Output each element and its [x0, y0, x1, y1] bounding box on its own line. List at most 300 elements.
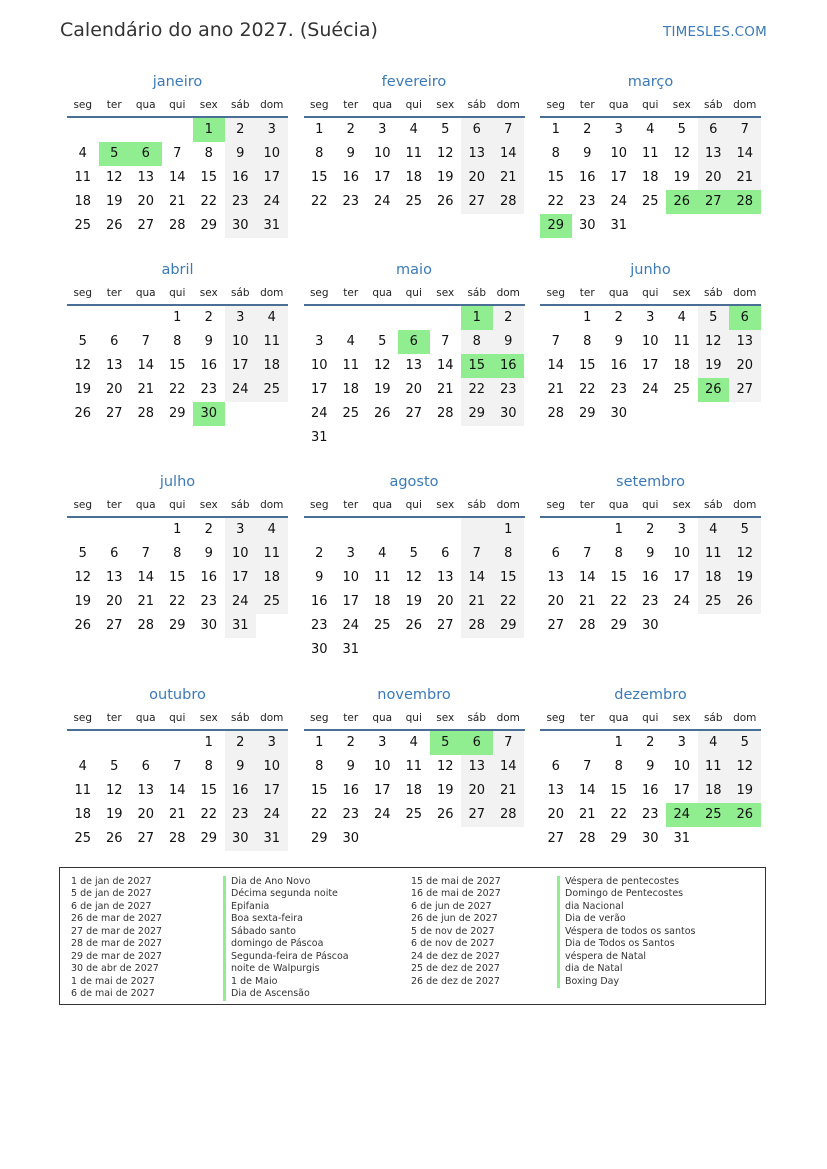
- day-cell[interactable]: 17: [256, 779, 288, 803]
- day-cell[interactable]: 16: [610, 358, 628, 373]
- day-cell[interactable]: 18: [74, 194, 92, 209]
- day-cell[interactable]: 15: [168, 570, 186, 585]
- day-cell[interactable]: 15: [200, 170, 218, 185]
- day-cell[interactable]: 23: [200, 594, 218, 609]
- day-cell[interactable]: 12: [698, 330, 730, 354]
- day-cell[interactable]: 27: [461, 190, 493, 214]
- day-cell[interactable]: 9: [204, 546, 213, 561]
- day-cell[interactable]: 30: [641, 618, 659, 633]
- day-cell[interactable]: 3: [256, 731, 288, 755]
- day-cell[interactable]: 3: [225, 518, 257, 542]
- day-cell[interactable]: 9: [225, 142, 257, 166]
- day-cell[interactable]: 16: [225, 166, 257, 190]
- day-cell[interactable]: 20: [547, 594, 565, 609]
- day-cell[interactable]: 31: [610, 218, 628, 233]
- day-cell[interactable]: 9: [646, 546, 655, 561]
- day-cell[interactable]: 23: [610, 382, 628, 397]
- day-cell[interactable]: 21: [493, 166, 525, 190]
- day-cell[interactable]: 26: [74, 618, 92, 633]
- day-cell[interactable]: 23: [225, 803, 257, 827]
- day-cell[interactable]: 14: [168, 170, 186, 185]
- holiday-day-cell[interactable]: 25: [698, 803, 730, 827]
- day-cell[interactable]: 16: [641, 570, 659, 585]
- day-cell[interactable]: 30: [610, 406, 628, 421]
- day-cell[interactable]: 11: [256, 330, 288, 354]
- day-cell[interactable]: 17: [673, 570, 691, 585]
- day-cell[interactable]: 19: [436, 783, 454, 798]
- day-cell[interactable]: 11: [256, 542, 288, 566]
- holiday-day-cell[interactable]: 26: [666, 190, 698, 214]
- day-cell[interactable]: 14: [168, 783, 186, 798]
- day-cell[interactable]: 3: [315, 334, 324, 349]
- day-cell[interactable]: 16: [342, 783, 360, 798]
- day-cell[interactable]: 29: [610, 831, 628, 846]
- day-cell[interactable]: 4: [409, 122, 418, 137]
- day-cell[interactable]: 11: [373, 570, 391, 585]
- holiday-day-cell[interactable]: 24: [666, 803, 698, 827]
- day-cell[interactable]: 30: [310, 642, 328, 657]
- day-cell[interactable]: 2: [646, 522, 655, 537]
- day-cell[interactable]: 20: [137, 194, 155, 209]
- day-cell[interactable]: 14: [493, 142, 525, 166]
- day-cell[interactable]: 17: [342, 594, 360, 609]
- day-cell[interactable]: 22: [168, 382, 186, 397]
- day-cell[interactable]: 5: [110, 759, 119, 774]
- day-cell[interactable]: 2: [225, 731, 257, 755]
- day-cell[interactable]: 1: [315, 122, 324, 137]
- day-cell[interactable]: 26: [729, 590, 761, 614]
- day-cell[interactable]: 27: [105, 406, 123, 421]
- day-cell[interactable]: 30: [225, 214, 257, 238]
- day-cell[interactable]: 23: [342, 194, 360, 209]
- day-cell[interactable]: 20: [729, 354, 761, 378]
- day-cell[interactable]: 7: [583, 759, 592, 774]
- day-cell[interactable]: 15: [547, 170, 565, 185]
- day-cell[interactable]: 12: [405, 570, 423, 585]
- day-cell[interactable]: 21: [547, 382, 565, 397]
- day-cell[interactable]: 22: [168, 594, 186, 609]
- day-cell[interactable]: 7: [493, 731, 525, 755]
- day-cell[interactable]: 6: [551, 759, 560, 774]
- day-cell[interactable]: 24: [342, 618, 360, 633]
- day-cell[interactable]: 12: [105, 783, 123, 798]
- day-cell[interactable]: 27: [436, 618, 454, 633]
- day-cell[interactable]: 28: [168, 831, 186, 846]
- day-cell[interactable]: 6: [461, 118, 493, 142]
- day-cell[interactable]: 28: [493, 190, 525, 214]
- day-cell[interactable]: 15: [168, 358, 186, 373]
- day-cell[interactable]: 31: [673, 831, 691, 846]
- day-cell[interactable]: 7: [461, 542, 493, 566]
- day-cell[interactable]: 29: [200, 218, 218, 233]
- day-cell[interactable]: 18: [256, 566, 288, 590]
- day-cell[interactable]: 7: [583, 546, 592, 561]
- day-cell[interactable]: 18: [641, 170, 659, 185]
- day-cell[interactable]: 18: [405, 783, 423, 798]
- day-cell[interactable]: 8: [461, 330, 493, 354]
- day-cell[interactable]: 3: [256, 118, 288, 142]
- holiday-day-cell[interactable]: 28: [729, 190, 761, 214]
- day-cell[interactable]: 29: [493, 614, 525, 638]
- day-cell[interactable]: 2: [583, 122, 592, 137]
- day-cell[interactable]: 20: [547, 807, 565, 822]
- day-cell[interactable]: 5: [78, 546, 87, 561]
- day-cell[interactable]: 14: [461, 566, 493, 590]
- day-cell[interactable]: 9: [346, 146, 355, 161]
- day-cell[interactable]: 26: [74, 406, 92, 421]
- day-cell[interactable]: 8: [204, 146, 213, 161]
- day-cell[interactable]: 10: [225, 542, 257, 566]
- day-cell[interactable]: 29: [578, 406, 596, 421]
- day-cell[interactable]: 25: [342, 406, 360, 421]
- day-cell[interactable]: 13: [137, 170, 155, 185]
- holiday-day-cell[interactable]: 30: [193, 402, 225, 426]
- day-cell[interactable]: 17: [673, 783, 691, 798]
- day-cell[interactable]: 13: [436, 570, 454, 585]
- day-cell[interactable]: 24: [225, 378, 257, 402]
- day-cell[interactable]: 16: [342, 170, 360, 185]
- day-cell[interactable]: 10: [641, 334, 659, 349]
- day-cell[interactable]: 14: [547, 358, 565, 373]
- day-cell[interactable]: 26: [436, 807, 454, 822]
- day-cell[interactable]: 25: [74, 831, 92, 846]
- day-cell[interactable]: 27: [137, 831, 155, 846]
- day-cell[interactable]: 23: [200, 382, 218, 397]
- day-cell[interactable]: 3: [225, 306, 257, 330]
- day-cell[interactable]: 5: [729, 518, 761, 542]
- day-cell[interactable]: 10: [342, 570, 360, 585]
- day-cell[interactable]: 16: [200, 358, 218, 373]
- day-cell[interactable]: 12: [436, 146, 454, 161]
- holiday-day-cell[interactable]: 27: [698, 190, 730, 214]
- holiday-day-cell[interactable]: 6: [461, 731, 493, 755]
- day-cell[interactable]: 26: [105, 218, 123, 233]
- day-cell[interactable]: 19: [74, 382, 92, 397]
- day-cell[interactable]: 21: [578, 594, 596, 609]
- day-cell[interactable]: 30: [225, 827, 257, 851]
- day-cell[interactable]: 1: [493, 518, 525, 542]
- day-cell[interactable]: 7: [441, 334, 450, 349]
- day-cell[interactable]: 9: [614, 334, 623, 349]
- day-cell[interactable]: 30: [578, 218, 596, 233]
- day-cell[interactable]: 29: [461, 402, 493, 426]
- day-cell[interactable]: 20: [105, 382, 123, 397]
- holiday-day-cell[interactable]: 1: [461, 306, 493, 330]
- day-cell[interactable]: 8: [315, 146, 324, 161]
- day-cell[interactable]: 30: [641, 831, 659, 846]
- day-cell[interactable]: 26: [105, 831, 123, 846]
- day-cell[interactable]: 4: [378, 546, 387, 561]
- day-cell[interactable]: 16: [578, 170, 596, 185]
- day-cell[interactable]: 21: [137, 594, 155, 609]
- day-cell[interactable]: 8: [173, 546, 182, 561]
- day-cell[interactable]: 1: [614, 522, 623, 537]
- day-cell[interactable]: 26: [405, 618, 423, 633]
- day-cell[interactable]: 6: [110, 334, 119, 349]
- day-cell[interactable]: 25: [373, 618, 391, 633]
- day-cell[interactable]: 28: [493, 803, 525, 827]
- holiday-day-cell[interactable]: 1: [193, 118, 225, 142]
- day-cell[interactable]: 12: [373, 358, 391, 373]
- day-cell[interactable]: 25: [641, 194, 659, 209]
- day-cell[interactable]: 4: [646, 122, 655, 137]
- day-cell[interactable]: 13: [547, 783, 565, 798]
- day-cell[interactable]: 12: [105, 170, 123, 185]
- day-cell[interactable]: 7: [141, 334, 150, 349]
- day-cell[interactable]: 20: [461, 779, 493, 803]
- day-cell[interactable]: 21: [168, 194, 186, 209]
- day-cell[interactable]: 18: [405, 170, 423, 185]
- day-cell[interactable]: 20: [461, 166, 493, 190]
- day-cell[interactable]: 11: [342, 358, 360, 373]
- day-cell[interactable]: 10: [256, 755, 288, 779]
- day-cell[interactable]: 12: [729, 755, 761, 779]
- day-cell[interactable]: 7: [141, 546, 150, 561]
- day-cell[interactable]: 23: [578, 194, 596, 209]
- day-cell[interactable]: 9: [346, 759, 355, 774]
- day-cell[interactable]: 2: [204, 310, 213, 325]
- day-cell[interactable]: 29: [310, 831, 328, 846]
- day-cell[interactable]: 21: [137, 382, 155, 397]
- day-cell[interactable]: 21: [436, 382, 454, 397]
- day-cell[interactable]: 13: [137, 783, 155, 798]
- day-cell[interactable]: 25: [405, 807, 423, 822]
- day-cell[interactable]: 22: [547, 194, 565, 209]
- holiday-day-cell[interactable]: 26: [729, 803, 761, 827]
- day-cell[interactable]: 11: [698, 755, 730, 779]
- day-cell[interactable]: 24: [610, 194, 628, 209]
- day-cell[interactable]: 21: [493, 779, 525, 803]
- day-cell[interactable]: 29: [200, 831, 218, 846]
- day-cell[interactable]: 7: [493, 118, 525, 142]
- day-cell[interactable]: 27: [137, 218, 155, 233]
- day-cell[interactable]: 14: [436, 358, 454, 373]
- holiday-day-cell[interactable]: 5: [99, 142, 131, 166]
- day-cell[interactable]: 16: [225, 779, 257, 803]
- day-cell[interactable]: 15: [610, 783, 628, 798]
- day-cell[interactable]: 8: [493, 542, 525, 566]
- day-cell[interactable]: 10: [610, 146, 628, 161]
- day-cell[interactable]: 3: [378, 735, 387, 750]
- day-cell[interactable]: 27: [547, 831, 565, 846]
- day-cell[interactable]: 11: [405, 759, 423, 774]
- day-cell[interactable]: 4: [409, 735, 418, 750]
- day-cell[interactable]: 19: [105, 194, 123, 209]
- day-cell[interactable]: 27: [405, 406, 423, 421]
- day-cell[interactable]: 19: [673, 170, 691, 185]
- day-cell[interactable]: 31: [256, 827, 288, 851]
- day-cell[interactable]: 18: [673, 358, 691, 373]
- day-cell[interactable]: 11: [74, 783, 92, 798]
- day-cell[interactable]: 7: [551, 334, 560, 349]
- day-cell[interactable]: 2: [315, 546, 324, 561]
- day-cell[interactable]: 24: [641, 382, 659, 397]
- day-cell[interactable]: 17: [225, 354, 257, 378]
- day-cell[interactable]: 10: [373, 146, 391, 161]
- day-cell[interactable]: 30: [493, 402, 525, 426]
- day-cell[interactable]: 27: [547, 618, 565, 633]
- day-cell[interactable]: 17: [310, 382, 328, 397]
- day-cell[interactable]: 2: [346, 122, 355, 137]
- day-cell[interactable]: 2: [204, 522, 213, 537]
- day-cell[interactable]: 12: [74, 358, 92, 373]
- day-cell[interactable]: 23: [310, 618, 328, 633]
- holiday-day-cell[interactable]: 29: [540, 214, 572, 238]
- day-cell[interactable]: 25: [256, 590, 288, 614]
- day-cell[interactable]: 18: [74, 807, 92, 822]
- day-cell[interactable]: 17: [373, 783, 391, 798]
- day-cell[interactable]: 31: [310, 430, 328, 445]
- day-cell[interactable]: 9: [646, 759, 655, 774]
- day-cell[interactable]: 9: [225, 755, 257, 779]
- day-cell[interactable]: 24: [373, 807, 391, 822]
- day-cell[interactable]: 3: [677, 522, 686, 537]
- brand-link[interactable]: TIMESLES.COM: [663, 24, 767, 40]
- day-cell[interactable]: 15: [200, 783, 218, 798]
- day-cell[interactable]: 3: [346, 546, 355, 561]
- day-cell[interactable]: 13: [105, 570, 123, 585]
- day-cell[interactable]: 7: [173, 146, 182, 161]
- day-cell[interactable]: 11: [698, 542, 730, 566]
- day-cell[interactable]: 10: [673, 546, 691, 561]
- day-cell[interactable]: 1: [173, 310, 182, 325]
- day-cell[interactable]: 21: [461, 590, 493, 614]
- day-cell[interactable]: 20: [105, 594, 123, 609]
- day-cell[interactable]: 28: [137, 406, 155, 421]
- day-cell[interactable]: 18: [342, 382, 360, 397]
- day-cell[interactable]: 17: [225, 566, 257, 590]
- day-cell[interactable]: 3: [378, 122, 387, 137]
- day-cell[interactable]: 8: [204, 759, 213, 774]
- day-cell[interactable]: 13: [405, 358, 423, 373]
- day-cell[interactable]: 12: [436, 759, 454, 774]
- day-cell[interactable]: 26: [373, 406, 391, 421]
- day-cell[interactable]: 9: [204, 334, 213, 349]
- day-cell[interactable]: 23: [493, 378, 525, 402]
- day-cell[interactable]: 12: [729, 542, 761, 566]
- day-cell[interactable]: 4: [698, 731, 730, 755]
- day-cell[interactable]: 4: [78, 759, 87, 774]
- day-cell[interactable]: 20: [137, 807, 155, 822]
- day-cell[interactable]: 3: [677, 735, 686, 750]
- day-cell[interactable]: 28: [168, 218, 186, 233]
- day-cell[interactable]: 14: [578, 570, 596, 585]
- day-cell[interactable]: 23: [342, 807, 360, 822]
- day-cell[interactable]: 19: [729, 779, 761, 803]
- day-cell[interactable]: 25: [405, 194, 423, 209]
- day-cell[interactable]: 3: [614, 122, 623, 137]
- day-cell[interactable]: 17: [641, 358, 659, 373]
- day-cell[interactable]: 23: [225, 190, 257, 214]
- day-cell[interactable]: 10: [256, 142, 288, 166]
- day-cell[interactable]: 28: [461, 614, 493, 638]
- day-cell[interactable]: 22: [461, 378, 493, 402]
- day-cell[interactable]: 25: [256, 378, 288, 402]
- day-cell[interactable]: 9: [493, 330, 525, 354]
- day-cell[interactable]: 25: [74, 218, 92, 233]
- day-cell[interactable]: 12: [74, 570, 92, 585]
- day-cell[interactable]: 19: [105, 807, 123, 822]
- day-cell[interactable]: 29: [168, 406, 186, 421]
- day-cell[interactable]: 14: [493, 755, 525, 779]
- day-cell[interactable]: 2: [225, 118, 257, 142]
- day-cell[interactable]: 24: [373, 194, 391, 209]
- day-cell[interactable]: 22: [578, 382, 596, 397]
- day-cell[interactable]: 11: [673, 334, 691, 349]
- day-cell[interactable]: 13: [461, 755, 493, 779]
- day-cell[interactable]: 22: [310, 194, 328, 209]
- day-cell[interactable]: 10: [373, 759, 391, 774]
- day-cell[interactable]: 4: [78, 146, 87, 161]
- day-cell[interactable]: 28: [578, 831, 596, 846]
- day-cell[interactable]: 22: [610, 594, 628, 609]
- day-cell[interactable]: 11: [74, 170, 92, 185]
- day-cell[interactable]: 24: [673, 594, 691, 609]
- day-cell[interactable]: 19: [74, 594, 92, 609]
- day-cell[interactable]: 31: [342, 642, 360, 657]
- day-cell[interactable]: 5: [378, 334, 387, 349]
- day-cell[interactable]: 28: [547, 406, 565, 421]
- day-cell[interactable]: 10: [225, 330, 257, 354]
- day-cell[interactable]: 31: [225, 614, 257, 638]
- day-cell[interactable]: 2: [493, 306, 525, 330]
- holiday-day-cell[interactable]: 5: [430, 731, 462, 755]
- day-cell[interactable]: 31: [256, 214, 288, 238]
- day-cell[interactable]: 5: [441, 122, 450, 137]
- day-cell[interactable]: 24: [310, 406, 328, 421]
- day-cell[interactable]: 4: [698, 518, 730, 542]
- day-cell[interactable]: 1: [315, 735, 324, 750]
- day-cell[interactable]: 18: [698, 566, 730, 590]
- day-cell[interactable]: 2: [614, 310, 623, 325]
- day-cell[interactable]: 24: [256, 190, 288, 214]
- day-cell[interactable]: 13: [461, 142, 493, 166]
- day-cell[interactable]: 20: [698, 166, 730, 190]
- day-cell[interactable]: 15: [578, 358, 596, 373]
- day-cell[interactable]: 6: [141, 759, 150, 774]
- day-cell[interactable]: 1: [204, 735, 213, 750]
- day-cell[interactable]: 5: [78, 334, 87, 349]
- day-cell[interactable]: 29: [610, 618, 628, 633]
- day-cell[interactable]: 16: [200, 570, 218, 585]
- day-cell[interactable]: 15: [310, 783, 328, 798]
- day-cell[interactable]: 14: [729, 142, 761, 166]
- day-cell[interactable]: 23: [641, 807, 659, 822]
- day-cell[interactable]: 21: [729, 166, 761, 190]
- day-cell[interactable]: 12: [673, 146, 691, 161]
- day-cell[interactable]: 24: [225, 590, 257, 614]
- day-cell[interactable]: 22: [310, 807, 328, 822]
- day-cell[interactable]: 21: [578, 807, 596, 822]
- day-cell[interactable]: 5: [729, 731, 761, 755]
- day-cell[interactable]: 5: [677, 122, 686, 137]
- day-cell[interactable]: 19: [436, 170, 454, 185]
- day-cell[interactable]: 23: [641, 594, 659, 609]
- day-cell[interactable]: 17: [610, 170, 628, 185]
- day-cell[interactable]: 10: [673, 759, 691, 774]
- day-cell[interactable]: 24: [256, 803, 288, 827]
- day-cell[interactable]: 8: [614, 546, 623, 561]
- day-cell[interactable]: 5: [698, 306, 730, 330]
- day-cell[interactable]: 19: [729, 566, 761, 590]
- day-cell[interactable]: 21: [168, 807, 186, 822]
- day-cell[interactable]: 22: [610, 807, 628, 822]
- day-cell[interactable]: 22: [200, 807, 218, 822]
- day-cell[interactable]: 27: [105, 618, 123, 633]
- day-cell[interactable]: 30: [200, 618, 218, 633]
- day-cell[interactable]: 11: [405, 146, 423, 161]
- day-cell[interactable]: 14: [578, 783, 596, 798]
